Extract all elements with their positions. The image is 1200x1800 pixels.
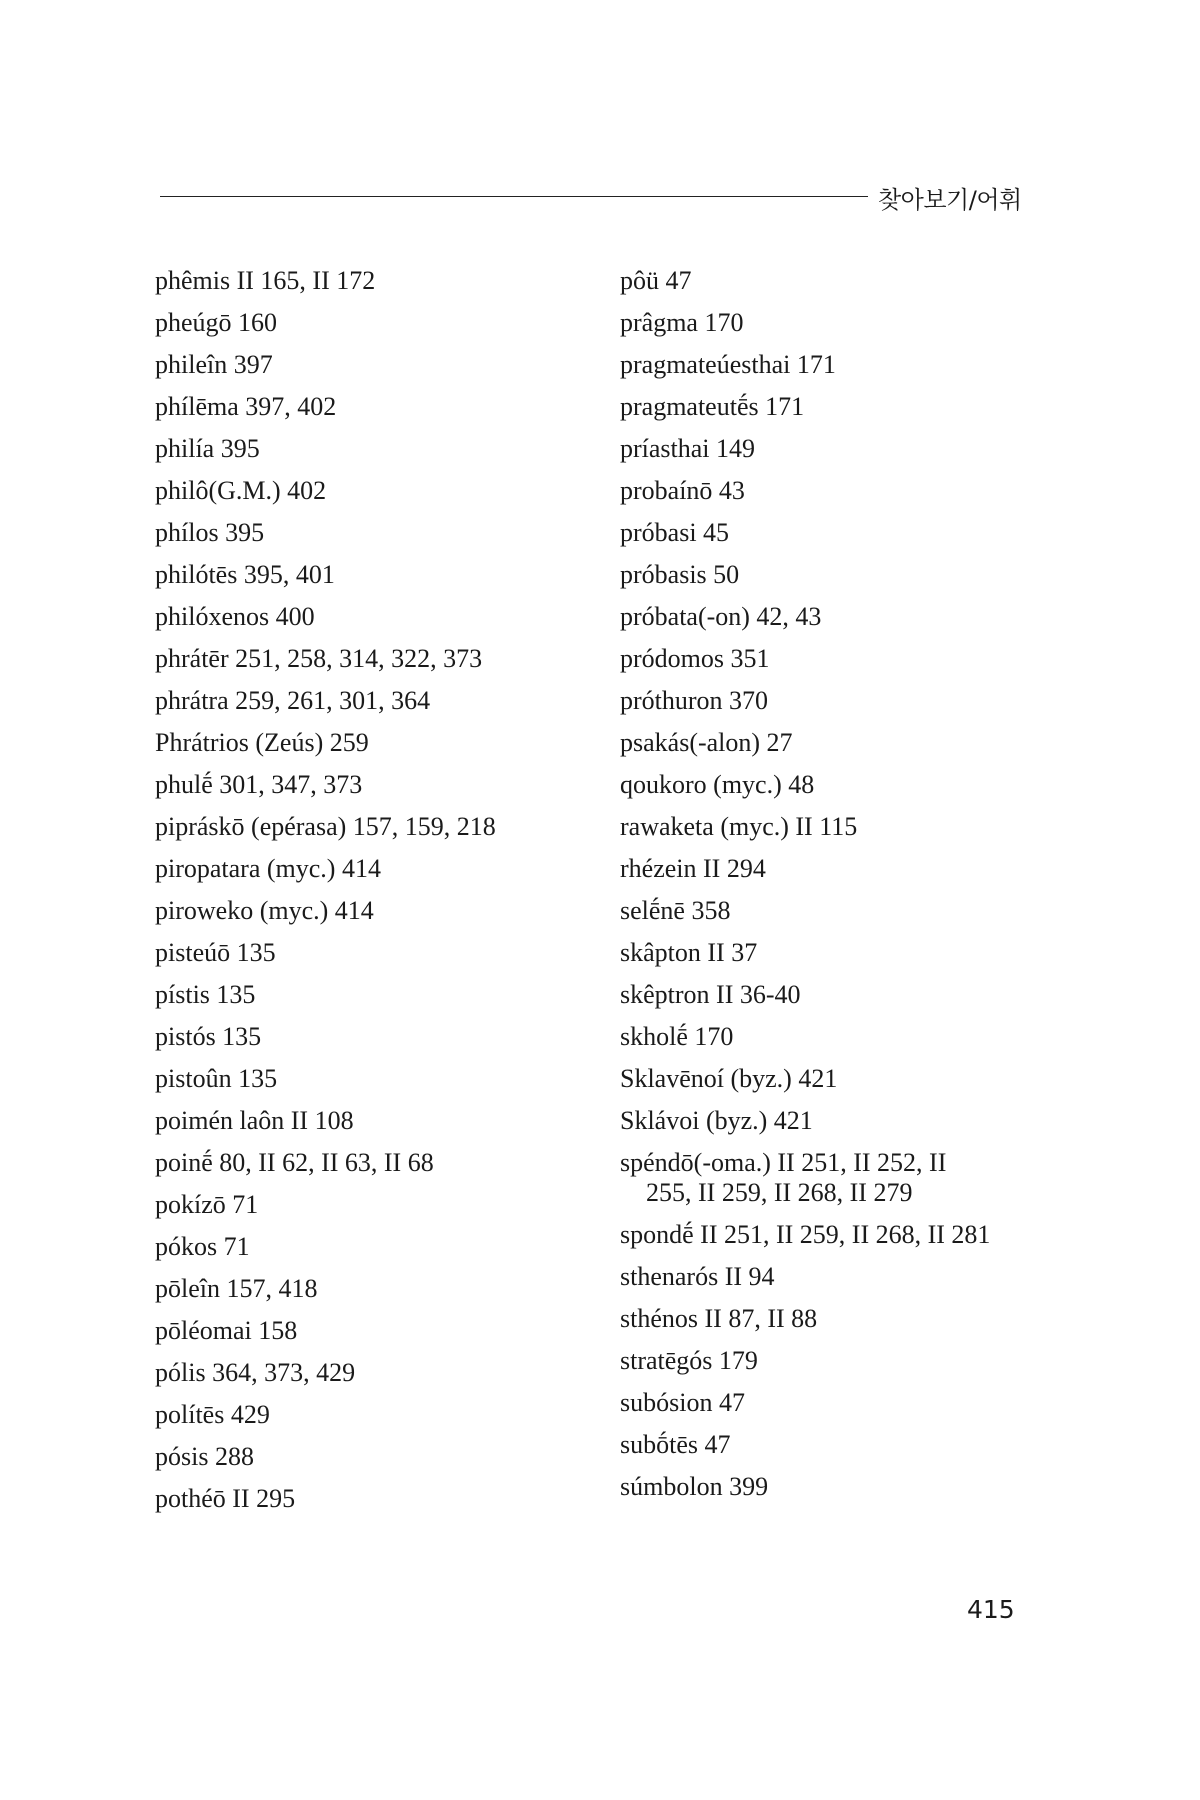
index-entry (155, 1316, 625, 1346)
index-entry-text: psakás(-alon) 27 (620, 728, 793, 757)
index-entry-text: Sklavēnoí (byz.) 421 (620, 1064, 838, 1093)
index-entry-text: phêmis II 165, II 172 (155, 266, 376, 295)
index-entry (155, 644, 625, 674)
index-entry-text: phrátēr 251, 258, 314, 322, 373 (155, 644, 483, 673)
index-entry-text: probaínō 43 (620, 476, 745, 505)
index-entry (620, 1262, 1050, 1292)
index-entry (620, 812, 1050, 842)
index-entry (155, 1484, 625, 1514)
index-entry (155, 434, 625, 464)
index-entry-text: pothéō II 295 (155, 1484, 296, 1513)
index-entry-text: pragmateutḗs 171 (620, 392, 805, 421)
index-entry-text: pōleîn 157, 418 (155, 1274, 318, 1303)
index-entry (155, 350, 625, 380)
index-entry (155, 560, 625, 590)
index-entry (620, 1022, 1050, 1052)
index-entry (620, 728, 1050, 758)
index-entry (620, 1388, 1050, 1418)
index-entry (155, 812, 625, 842)
index-column-left (155, 266, 625, 1526)
index-entry-text: skholḗ 170 (620, 1022, 734, 1051)
index-entry (155, 770, 625, 800)
index-entry (155, 392, 625, 422)
index-entry-text: rawaketa (myc.) II 115 (620, 812, 858, 841)
index-entry-text: phílos 395 (155, 518, 265, 547)
index-entry (155, 266, 625, 296)
index-entry-text: sthénos II 87, II 88 (620, 1304, 818, 1333)
index-entry-text: pokízō 71 (155, 1190, 259, 1219)
index-entry-text: pókos 71 (155, 1232, 250, 1261)
index-entry (155, 1190, 625, 1220)
index-entry (155, 1400, 625, 1430)
index-entry-text: pólis 364, 373, 429 (155, 1358, 356, 1387)
index-entry-text: pheúgō 160 (155, 308, 278, 337)
index-entry-text: sthenarós II 94 (620, 1262, 775, 1291)
index-entry (620, 518, 1050, 548)
index-entry (620, 308, 1050, 338)
index-entry (155, 476, 625, 506)
index-entry (155, 1442, 625, 1472)
index-entry-text: súmbolon 399 (620, 1472, 769, 1501)
page-number: 415 (967, 1595, 1015, 1624)
index-entry-text: philóxenos 400 (155, 602, 315, 631)
index-entry-text: philô(G.M.) 402 (155, 476, 327, 505)
index-entry (155, 854, 625, 884)
index-entry (620, 350, 1050, 380)
index-entry-text: prâgma 170 (620, 308, 744, 337)
index-entry-text: Phrátrios (Zeús) 259 (155, 728, 369, 757)
index-entry-text: piropatara (myc.) 414 (155, 854, 381, 883)
index-entry-text: piroweko (myc.) 414 (155, 896, 374, 925)
index-entry-text: pōléomai 158 (155, 1316, 298, 1345)
index-entry-text: selḗnē 358 (620, 896, 731, 925)
index-entry (620, 1472, 1050, 1502)
index-entry-text: phílēma 397, 402 (155, 392, 337, 421)
index-entry-text: próbata(-on) 42, 43 (620, 602, 822, 631)
index-entry-text: spondḗ II 251, II 259, II 268, II 281 (620, 1220, 991, 1249)
index-entry (620, 686, 1050, 716)
index-entry-text: pistoûn 135 (155, 1064, 278, 1093)
index-entry-text: philía 395 (155, 434, 260, 463)
index-entry-text: poimén laôn II 108 (155, 1106, 354, 1135)
index-entry (620, 392, 1050, 422)
index-entry (620, 434, 1050, 464)
index-entry (155, 1064, 625, 1094)
index-entry (620, 1430, 1050, 1460)
index-entry-text: próbasis 50 (620, 560, 740, 589)
index-entry (620, 938, 1050, 968)
index-entry (620, 1220, 1050, 1250)
index-entry (620, 560, 1050, 590)
running-header: 찾아보기/어휘 (878, 186, 1022, 214)
index-entry-text: pisteúō 135 (155, 938, 276, 967)
index-entry (620, 770, 1050, 800)
index-entry-text: phulḗ 301, 347, 373 (155, 770, 363, 799)
index-entry (155, 1274, 625, 1304)
index-entry-text: subósion 47 (620, 1388, 745, 1417)
index-entry (620, 1304, 1050, 1334)
index-entry (620, 476, 1050, 506)
index-entry (620, 602, 1050, 632)
index-entry-text: pôü 47 (620, 266, 692, 295)
index-entry-text: skâpton II 37 (620, 938, 758, 967)
index-entry (155, 938, 625, 968)
index-entry-text: pragmateúesthai 171 (620, 350, 836, 379)
index-entry-text: pístis 135 (155, 980, 256, 1009)
index-entry-text: skêptron II 36-40 (620, 980, 801, 1009)
index-entry (620, 644, 1050, 674)
index-entry-continuation: 255, II 259, II 268, II 279 (646, 1178, 913, 1207)
index-entry-text: phileîn 397 (155, 350, 273, 379)
index-entry-text: subṓtēs 47 (620, 1430, 731, 1459)
index-column-right (620, 266, 1050, 1514)
index-entry (155, 896, 625, 926)
index-entry-text: stratēgós 179 (620, 1346, 758, 1375)
index-entry-text: pródomos 351 (620, 644, 770, 673)
index-entry (155, 980, 625, 1010)
index-entry-text: poinḗ 80, II 62, II 63, II 68 (155, 1148, 434, 1177)
index-entry (155, 1232, 625, 1262)
index-entry (155, 1022, 625, 1052)
index-entry (620, 980, 1050, 1010)
index-entry-text: Sklávoi (byz.) 421 (620, 1106, 813, 1135)
index-entry-text: próthuron 370 (620, 686, 769, 715)
index-entry-text: pistós 135 (155, 1022, 262, 1051)
index-entry (620, 896, 1050, 926)
index-entry-text: qoukoro (myc.) 48 (620, 770, 815, 799)
index-entry (620, 1064, 1050, 1094)
index-entry-text: polítēs 429 (155, 1400, 270, 1429)
index-entry (155, 308, 625, 338)
index-entry (155, 728, 625, 758)
index-entry (620, 1148, 1050, 1208)
index-entry (155, 1358, 625, 1388)
index-entry (155, 602, 625, 632)
index-entry-text: próbasi 45 (620, 518, 730, 547)
index-entry (155, 686, 625, 716)
index-entry-text: rhézein II 294 (620, 854, 766, 883)
header-rule (160, 196, 868, 197)
index-entry-text: philótēs 395, 401 (155, 560, 335, 589)
index-entry-text: spéndō(-oma.) II 251, II 252, II (620, 1148, 947, 1177)
index-entry-text: phrátra 259, 261, 301, 364 (155, 686, 431, 715)
index-entry (155, 518, 625, 548)
index-entry-text: pipráskō (epérasa) 157, 159, 218 (155, 812, 496, 841)
index-entry (620, 266, 1050, 296)
index-entry (620, 854, 1050, 884)
index-entry (620, 1106, 1050, 1136)
index-entry-text: pósis 288 (155, 1442, 254, 1471)
index-entry (155, 1106, 625, 1136)
index-entry (155, 1148, 625, 1178)
index-entry-text: príasthai 149 (620, 434, 756, 463)
index-entry (620, 1346, 1050, 1376)
